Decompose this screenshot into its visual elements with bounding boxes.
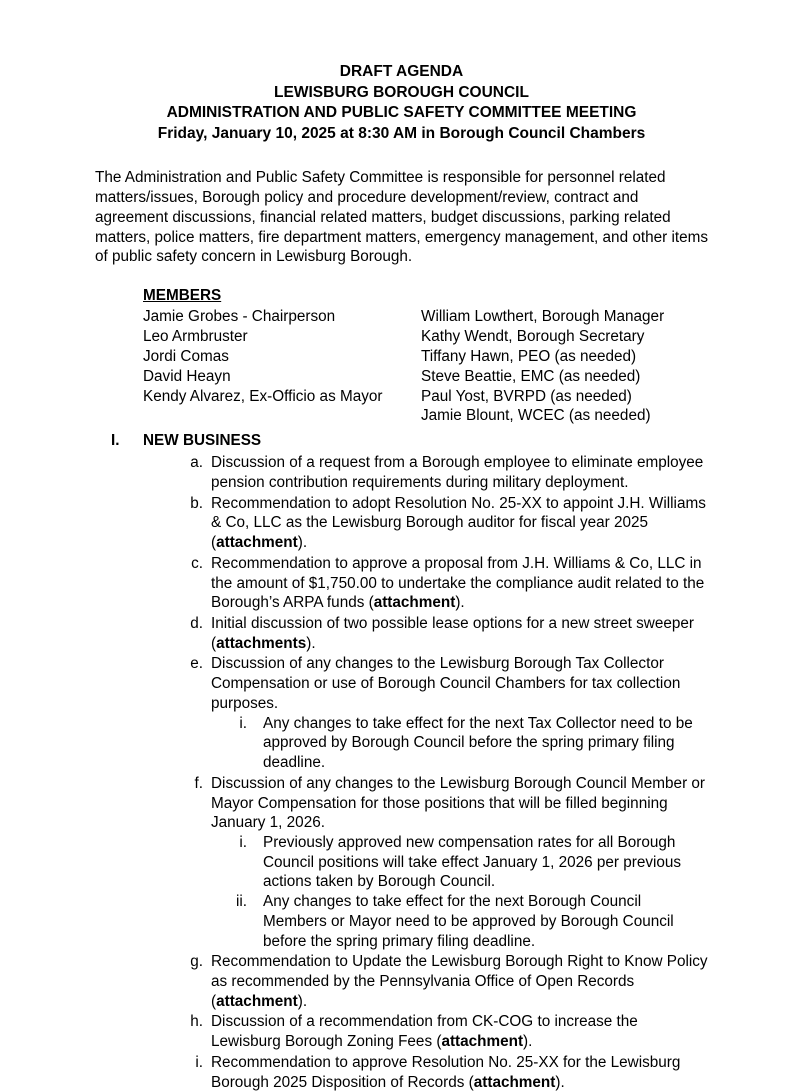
item-text: Discussion of a request from a Borough employee to eliminate employee pension contribution requirements during military deployment.	[211, 454, 704, 491]
agenda-item	[95, 614, 708, 653]
agenda-item	[95, 453, 708, 492]
title-line-4: Friday, January 10, 2025 at 8:30 AM in Borough Council Chambers	[157, 124, 646, 142]
agenda-item	[95, 1053, 708, 1092]
members-row	[143, 327, 664, 347]
agenda-item-list	[95, 453, 708, 1092]
members-row	[143, 307, 664, 327]
agenda-item	[95, 554, 708, 613]
title-line-2: LEWISBURG BOROUGH COUNCIL	[274, 83, 529, 101]
staff-name: Kathy Wendt, Borough Secretary	[421, 327, 645, 345]
members-row	[143, 347, 664, 367]
attachment-label: attachment	[373, 594, 456, 612]
subitem-marker: i.	[239, 714, 247, 732]
attachment-label: attachments	[216, 634, 307, 652]
staff-name: Jamie Blount, WCEC (as needed)	[421, 407, 651, 425]
members-row	[143, 367, 664, 387]
agenda-subitem-list	[211, 833, 708, 951]
item-text: ).	[306, 634, 316, 652]
item-text: ).	[455, 594, 465, 612]
subitem-marker: ii.	[235, 893, 247, 911]
document-title-block	[95, 62, 708, 144]
item-marker: h.	[190, 1013, 203, 1031]
section-numeral: I.	[111, 432, 120, 450]
member-name: Kendy Alvarez, Ex-Officio as Mayor	[143, 387, 383, 405]
item-marker: c.	[191, 554, 203, 572]
staff-name: Tiffany Hawn, PEO (as needed)	[421, 347, 637, 365]
staff-name: William Lowthert, Borough Manager	[421, 308, 665, 326]
staff-name: Paul Yost, BVRPD (as needed)	[421, 387, 632, 405]
agenda-subitem-list	[211, 714, 708, 773]
item-marker: i.	[195, 1053, 203, 1071]
item-text: ).	[555, 1073, 565, 1091]
agenda-subitem	[211, 892, 708, 951]
item-text: Initial discussion of two possible lease options for a new street sweeper (	[211, 615, 694, 652]
new-business-section	[95, 432, 708, 1092]
title-line-1: DRAFT AGENDA	[339, 63, 464, 80]
member-name: Leo Armbruster	[143, 327, 248, 345]
committee-description: The Administration and Public Safety Committee is responsible for personnel related matters/issues, Borough policy and procedure development/review, contract and agreement discussions, financial related matters, budget discussions, parking related matters, police matters, fire department matters, emergency management, and other items of public safety concern in Lewisburg Borough.	[95, 169, 708, 266]
item-marker: b.	[190, 494, 203, 512]
item-text: Any changes to take effect for the next Borough Council Members or Mayor need to be approved by Borough Council before the spring primary filing deadline.	[263, 893, 674, 950]
member-name	[143, 406, 421, 426]
item-text: Recommendation to approve Resolution No. 25-XX for the Lewisburg Borough 2025 Disposition of Records (	[211, 1053, 681, 1091]
agenda-item	[95, 774, 708, 951]
item-marker: d.	[190, 615, 203, 633]
staff-name: Steve Beattie, EMC (as needed)	[421, 367, 641, 385]
attachment-label: attachment	[473, 1073, 556, 1091]
attachment-label: attachment	[441, 1033, 524, 1051]
agenda-subitem	[211, 714, 708, 773]
item-text: ).	[523, 1033, 533, 1051]
item-marker: g.	[190, 953, 203, 971]
item-marker: e.	[190, 655, 203, 673]
subitem-marker: i.	[239, 833, 247, 851]
item-text: Discussion of any changes to the Lewisburg Borough Tax Collector Compensation or use of Borough Council Chambers for tax collection purposes.	[211, 655, 681, 712]
item-text: Recommendation to approve a proposal from J.H. Williams & Co, LLC in the amount of $1,750.00 to undertake the compliance audit related to the Borough’s ARPA funds (	[211, 554, 705, 612]
members-block	[95, 287, 708, 426]
agenda-item	[95, 494, 708, 553]
attachment-label: attachment	[216, 992, 298, 1010]
item-text: Any changes to take effect for the next Tax Collector need to be approved by Borough Council before the spring primary filing deadline.	[263, 714, 693, 772]
members-row	[143, 406, 664, 426]
section-heading	[95, 432, 708, 452]
member-name: Jordi Comas	[143, 347, 229, 365]
members-heading: MEMBERS	[143, 287, 222, 305]
section-title: NEW BUSINESS	[143, 432, 262, 450]
item-marker: a.	[190, 454, 203, 472]
item-text: Recommendation to adopt Resolution No. 25-XX to appoint J.H. Williams & Co, LLC as the Lewisburg Borough auditor for fiscal year 2025 (	[211, 494, 706, 552]
title-line-3: ADMINISTRATION AND PUBLIC SAFETY COMMITTEE MEETING	[166, 104, 637, 122]
item-text: Discussion of a recommendation from CK-COG to increase the Lewisburg Borough Zoning Fees (	[211, 1013, 638, 1051]
item-text: ).	[297, 534, 308, 552]
members-table	[143, 307, 664, 426]
member-name: David Heayn	[143, 367, 231, 385]
members-row	[143, 387, 664, 407]
attachment-label: attachment	[216, 534, 298, 552]
agenda-item	[95, 952, 708, 1011]
item-text: ).	[297, 992, 308, 1010]
agenda-item	[95, 654, 708, 772]
agenda-item	[95, 1012, 708, 1051]
agenda-subitem	[211, 833, 708, 892]
item-text: Previously approved new compensation rates for all Borough Council positions will take effect January 1, 2026 per previous actions taken by Borough Council.	[263, 833, 682, 891]
item-marker: f.	[194, 774, 203, 792]
item-text: Discussion of any changes to the Lewisburg Borough Council Member or Mayor Compensation for those positions that will be filled beginning January 1, 2026.	[211, 774, 706, 832]
item-text: Recommendation to Update the Lewisburg Borough Right to Know Policy as recommended by the Pennsylvania Office of Open Records (	[211, 953, 708, 1010]
member-name: Jamie Grobes - Chairperson	[143, 308, 336, 326]
